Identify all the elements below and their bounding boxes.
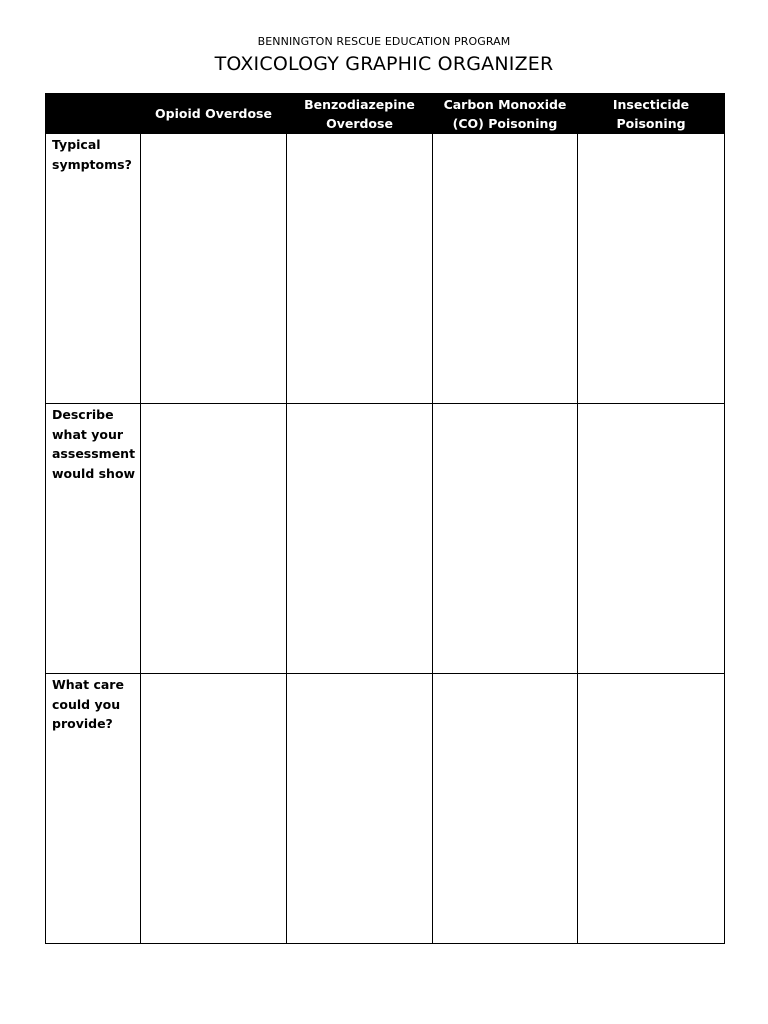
document-title: TOXICOLOGY GRAPHIC ORGANIZER (214, 53, 554, 75)
toxicology-organizer-table (45, 93, 725, 944)
row-label-care: What care could you provide? (46, 674, 141, 944)
answer-cell-care-opioid[interactable] (141, 674, 287, 944)
program-name: BENNINGTON RESCUE EDUCATION PROGRAM (257, 35, 511, 48)
column-header-insecticide: Insecticide Poisoning (578, 94, 725, 134)
column-header-benzodiazepine: Benzodiazepine Overdose (287, 94, 433, 134)
column-header-opioid: Opioid Overdose (141, 94, 287, 134)
answer-cell-care-benzodiazepine[interactable] (287, 674, 433, 944)
answer-cell-care-carbon-monoxide[interactable] (433, 674, 578, 944)
answer-cell-symptoms-opioid[interactable] (141, 134, 287, 404)
answer-cell-assessment-insecticide[interactable] (578, 404, 725, 674)
table-row-assessment (46, 404, 725, 674)
answer-cell-assessment-benzodiazepine[interactable] (287, 404, 433, 674)
row-label-assessment: Describe what your assessment would show (46, 404, 141, 674)
row-label-symptoms: Typical symptoms? (46, 134, 141, 404)
table-row-symptoms (46, 134, 725, 404)
answer-cell-symptoms-carbon-monoxide[interactable] (433, 134, 578, 404)
header-corner-cell (46, 94, 141, 134)
answer-cell-assessment-carbon-monoxide[interactable] (433, 404, 578, 674)
answer-cell-symptoms-insecticide[interactable] (578, 134, 725, 404)
answer-cell-care-insecticide[interactable] (578, 674, 725, 944)
table-row-care (46, 674, 725, 944)
answer-cell-assessment-opioid[interactable] (141, 404, 287, 674)
column-header-carbon-monoxide: Carbon Monoxide (CO) Poisoning (433, 94, 578, 134)
table-header-row (46, 94, 725, 134)
answer-cell-symptoms-benzodiazepine[interactable] (287, 134, 433, 404)
